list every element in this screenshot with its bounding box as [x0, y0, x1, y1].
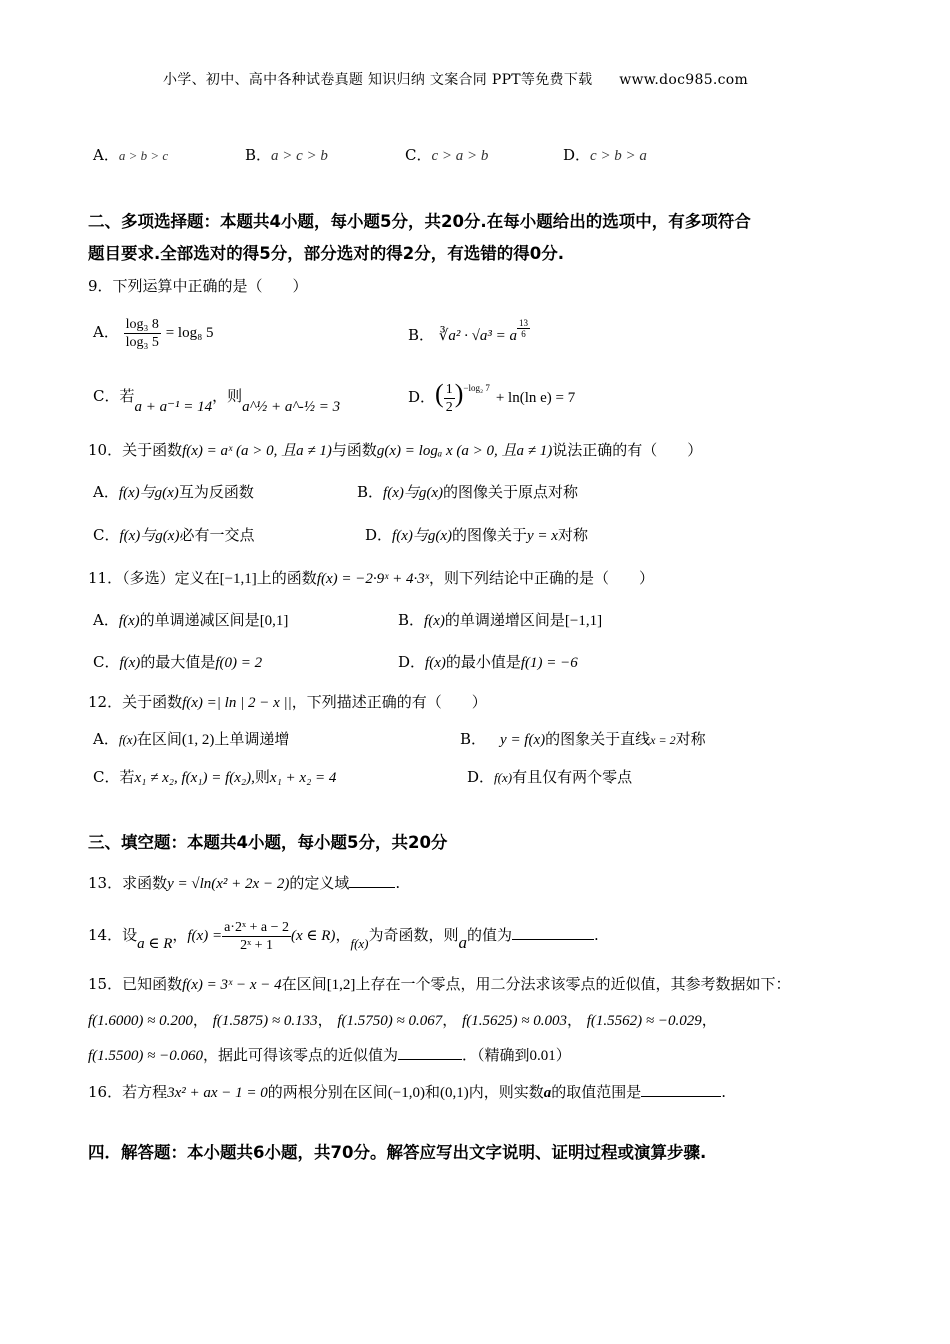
q11-option-d: D．f(x)的最小值是f(1) = −6	[398, 653, 578, 671]
section2-heading-line1: 二、多项选择题：本题共4小题，每小题5分，共20分.在每小题给出的选项中，有多项符合	[88, 212, 751, 231]
q9-b-exponent: $\frac{13}{6}$	[518, 318, 528, 339]
page-header	[163, 70, 748, 90]
q8-option-a: A．a > b > c	[93, 146, 169, 164]
header-text: 小学、初中、高中各种试卷真题 知识归纳 文案合同 PPT等免费下载	[163, 72, 593, 88]
q14: 14．设a ∈ R，f(x) = $\frac{\text{a·2ˣ + a − 2}}{\text{2ˣ + 1}}$ (x ∈ R)，f(x)为奇函数，则a的值为 .	[88, 919, 599, 953]
q12-option-c: C．若x₁ ≠ x₂, f(x₁) = f(x₂),则x₁ + x₂ = 4	[93, 768, 337, 786]
q10-option-d: D．f(x)与g(x)的图像关于y = x对称	[365, 526, 588, 544]
q12-option-d: D．f(x)有且仅有两个零点	[467, 768, 633, 786]
q16: 16．若方程3x² + ax − 1 = 0的两根分别在区间(−1,0)和(0,1)内，则实数a的取值范围是 .	[88, 1083, 727, 1101]
section3-heading: 三、填空题：本题共4小题，每小题5分，共20分	[88, 833, 448, 852]
section2-heading-line2: 题目要求.全部选对的得5分，部分选对的得2分，有选错的得0分.	[88, 244, 564, 263]
q9-option-b: B． ∛a² · √a³ = a $\frac{13}{6}$	[408, 318, 528, 344]
q9-option-d: D．( $\frac{1}{2}$ )$^{-log_2 7}$+ ln(ln e) = 7	[408, 379, 576, 415]
q9-option-c: C．若a + a⁻¹ = 14，则a^½ + a^-½ = 3	[93, 387, 341, 415]
q10-stem: 10．关于函数f(x) = aˣ (a > 0, 且a ≠ 1)与函数g(x) = logₐ x (a > 0, 且a ≠ 1)说法正确的有（ ）	[88, 441, 703, 459]
q15-data-line2: f(1.5500) ≈ −0.060，据此可得该零点的近似值为 ．（精确到0.01）	[88, 1046, 571, 1064]
q15-stem: 15．已知函数f(x) = 3ˣ − x − 4在区间[1,2]上存在一个零点，用二分法求该零点的近似值，其参考数据如下：	[88, 975, 791, 993]
q14-fraction: $\frac{\text{a·2ˣ + a − 2}}{\text{2ˣ + 1}}$	[224, 919, 290, 953]
q11-option-c: C．f(x)的最大值是f(0) = 2	[93, 653, 263, 671]
q11-stem: 11．（多选）定义在[−1,1]上的函数f(x) = −2·9ˣ + 4·3ˣ，则下列结论中正确的是（ ）	[88, 569, 654, 587]
q9-stem: 9．下列运算中正确的是（ ）	[88, 277, 308, 295]
q16-answer-blank[interactable]	[641, 1082, 721, 1097]
q8-option-c: C．c > a > b	[405, 146, 489, 164]
q10-option-c: C．f(x)与g(x)必有一交点	[93, 526, 255, 544]
q13-answer-blank[interactable]	[349, 873, 395, 888]
q15-answer-blank[interactable]	[398, 1045, 462, 1060]
q11-option-a: A．f(x)的单调递减区间是[0,1]	[93, 611, 289, 629]
q9-a-fraction: $\frac{\text{log₃ 8}}{\text{log₃ 5}}$	[125, 316, 159, 350]
header-site: www.doc985.com	[619, 72, 749, 88]
q9-option-a: A． $\frac{\text{log₃ 8}}{\text{log₃ 5}}$ = log₈ 5	[93, 316, 214, 350]
section4-heading: 四．解答题：本小题共6小题，共70分。解答应写出文字说明、证明过程或演算步骤.	[88, 1143, 707, 1162]
q10-option-a: A．f(x)与g(x)互为反函数	[93, 483, 254, 501]
q12-stem: 12．关于函数f(x) =| ln | 2 − x ||，下列描述正确的有（ ）	[88, 693, 487, 711]
q15-data-line1: f(1.6000) ≈ 0.200， f(1.5875) ≈ 0.133， f(1.5750) ≈ 0.067， f(1.5625) ≈ 0.003， f(1.5562) ≈ −0.029，	[88, 1011, 717, 1029]
q8-option-b: B．a > c > b	[245, 146, 328, 164]
q12-option-a: A．f(x)在区间(1, 2)上单调递增	[93, 730, 290, 748]
q12-option-b: B． y = f(x)的图象关于直线x = 2对称	[460, 730, 706, 748]
q8-option-d: D．c > b > a	[563, 146, 647, 164]
q11-option-b: B．f(x)的单调递增区间是[−1,1]	[398, 611, 603, 629]
q13: 13．求函数y = √ln(x² + 2x − 2)的定义域 .	[88, 874, 401, 892]
q10-option-b: B．f(x)与g(x)的图像关于原点对称	[357, 483, 579, 501]
q14-answer-blank[interactable]	[512, 925, 594, 940]
q9-d-fraction: $\frac{1}{2}$	[445, 381, 453, 415]
